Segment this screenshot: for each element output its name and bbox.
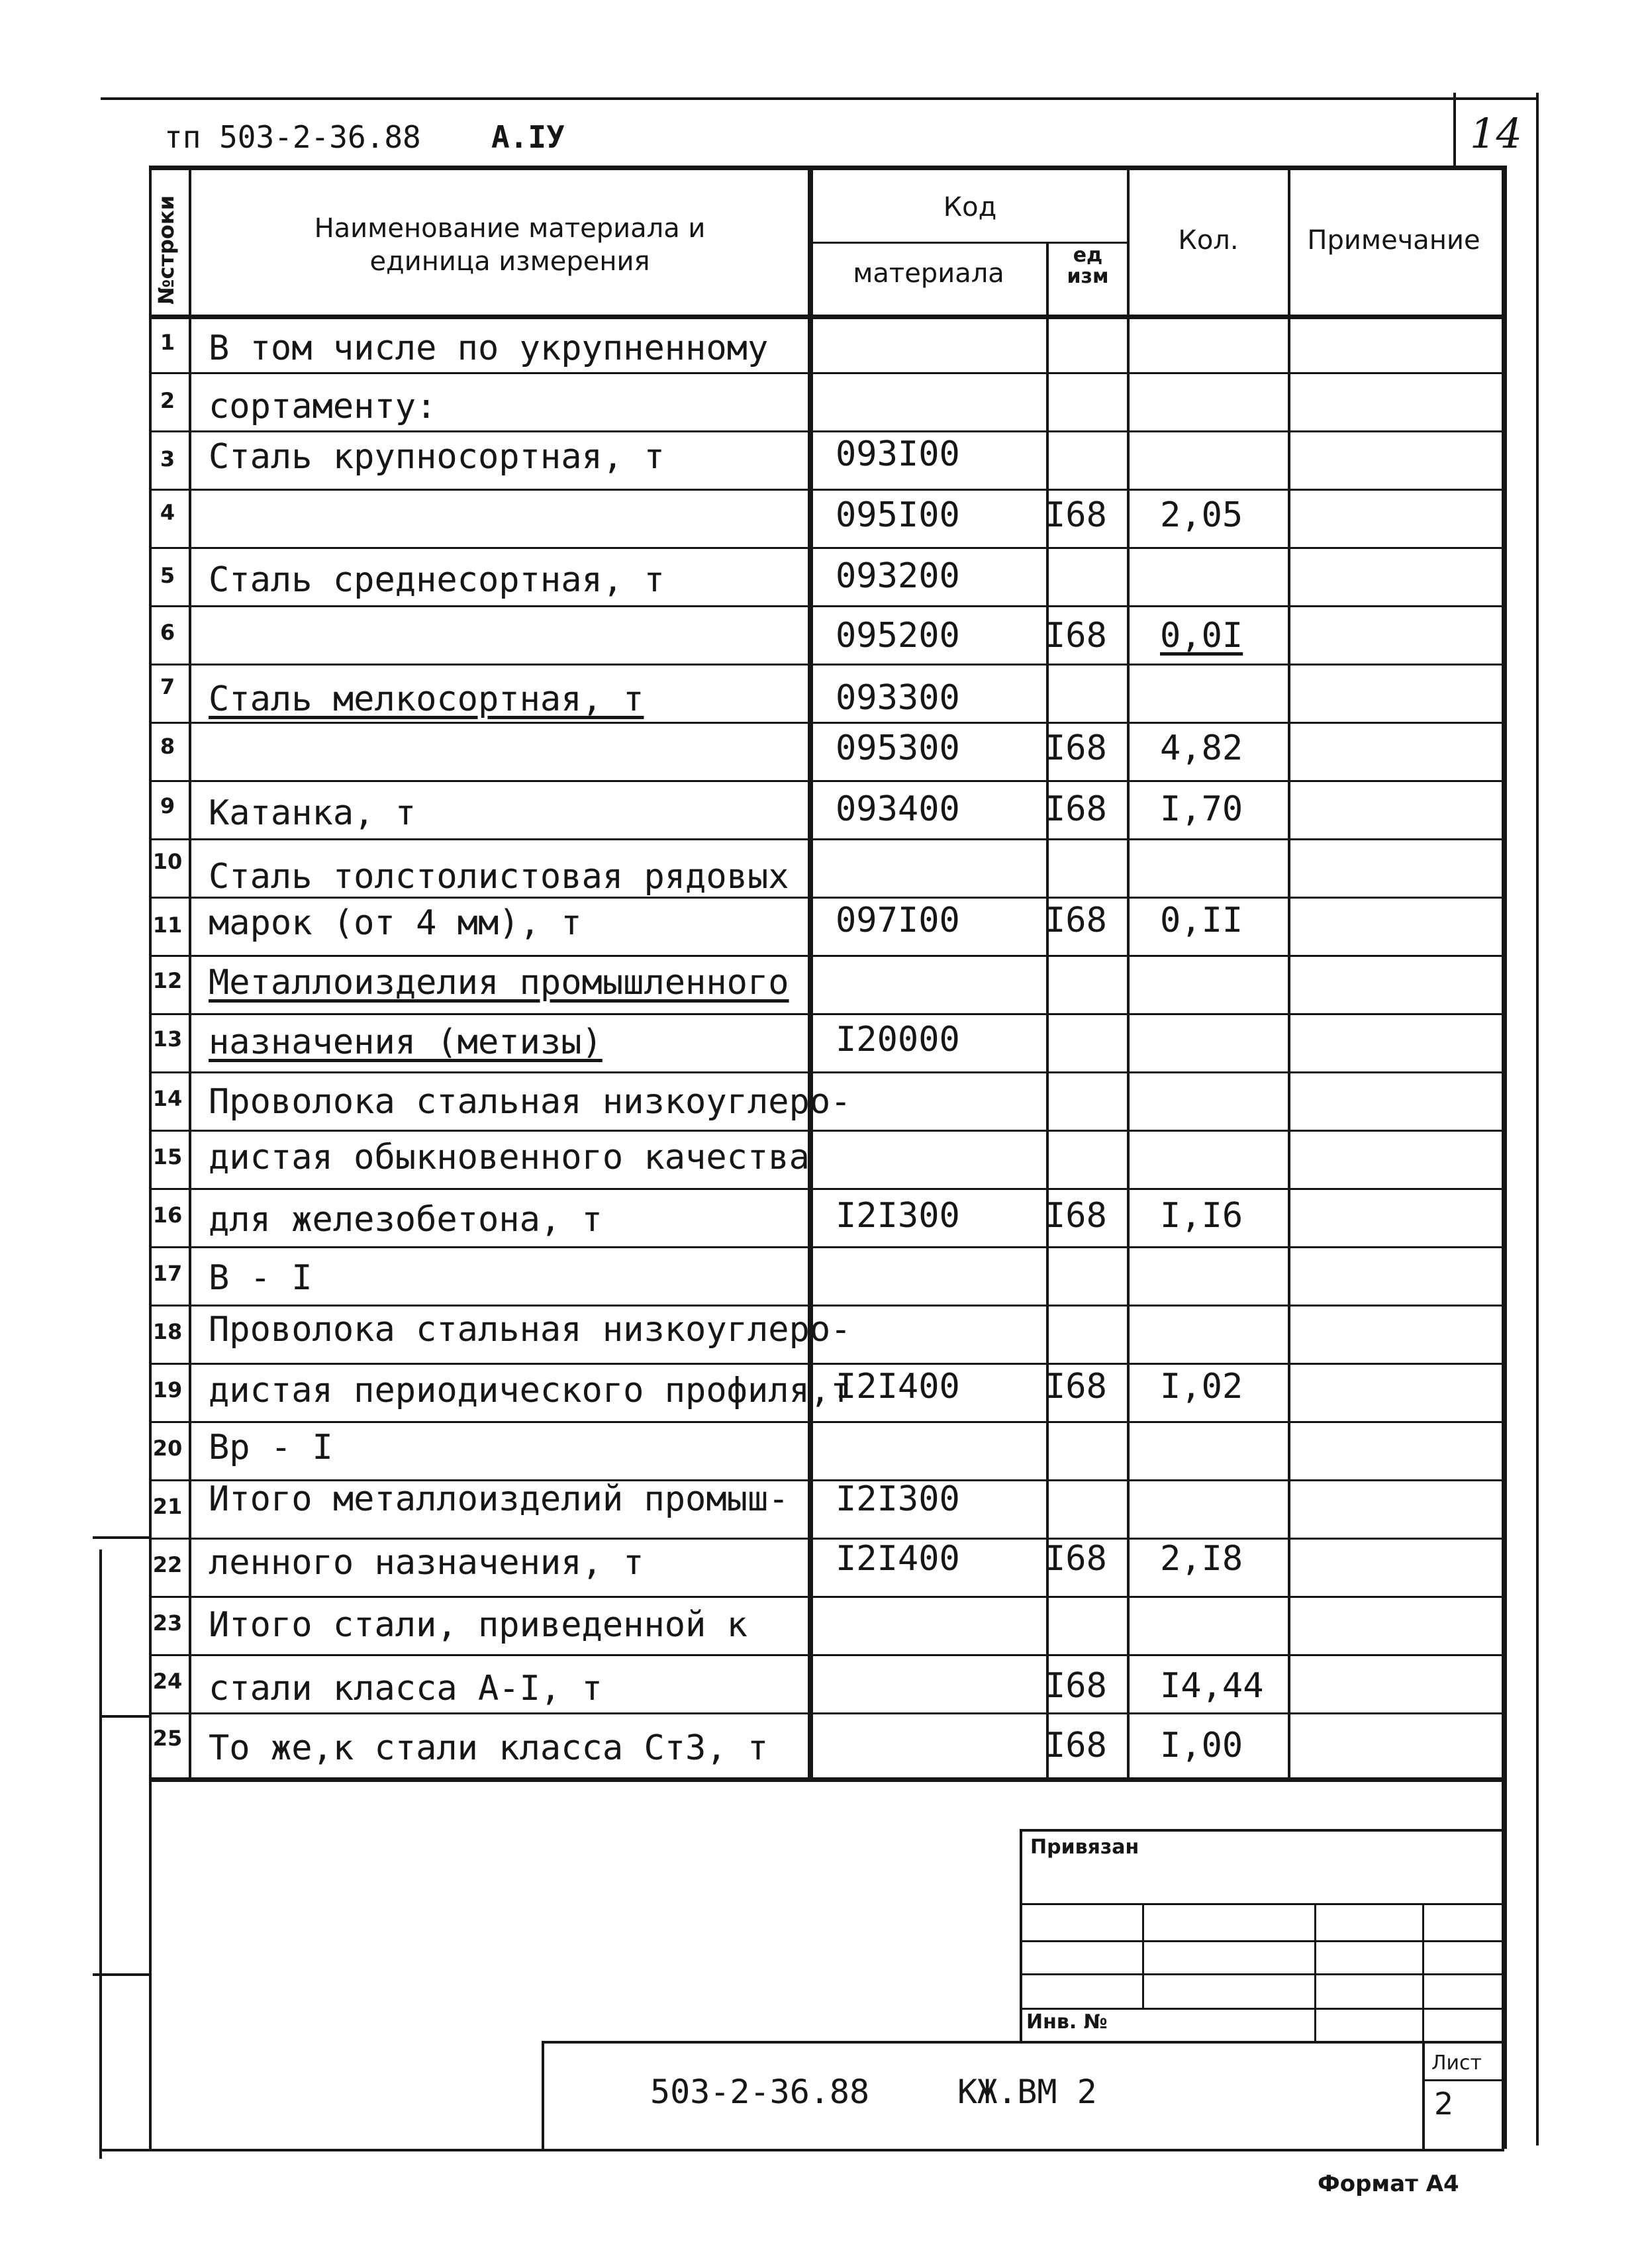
row-number: 20 [152, 1436, 183, 1461]
unit-code: I68 [1045, 616, 1107, 656]
table-top-border [149, 166, 1506, 170]
sheet-number: 2 [1434, 2086, 1454, 2122]
top-frame-line [101, 97, 1537, 100]
row-number: 5 [160, 563, 175, 588]
row-number: 11 [152, 912, 183, 938]
row-separator [149, 1071, 1503, 1073]
quantity: I4,44 [1160, 1666, 1264, 1706]
bound-label: Привязан [1030, 1836, 1139, 1859]
row-number: 8 [160, 734, 175, 759]
material-code: 093200 [836, 556, 960, 596]
row-number: 18 [152, 1319, 183, 1344]
unit-code: I68 [1045, 901, 1107, 940]
stamp-grid-line [1020, 1973, 1503, 1975]
code-header-divider [811, 242, 1129, 244]
header-bottom-border [149, 315, 1506, 319]
unit-code-header: ед изм [1067, 244, 1109, 288]
sheet-box-left [1422, 2041, 1425, 2150]
material-code: 093300 [836, 678, 960, 718]
row-number-header: №строки [154, 195, 179, 305]
page-mark-box-left [1453, 93, 1456, 169]
material-name: Вр - I [209, 1428, 333, 1467]
album-number: А.IУ [491, 119, 565, 155]
material-name: Катанка, т [209, 793, 416, 833]
page-mark: 14 [1470, 109, 1522, 158]
material-name: Сталь крупносортная, т [209, 437, 665, 477]
row-separator [149, 897, 1503, 899]
sheet-label: Лист [1431, 2051, 1482, 2075]
material-code: 095300 [836, 728, 960, 768]
material-name: дистая обыкновенного качества [209, 1138, 810, 1177]
row-separator [149, 1363, 1503, 1365]
row-separator [149, 372, 1503, 374]
quantity: 0,0I [1160, 616, 1243, 656]
row-number: 12 [152, 968, 183, 993]
material-name: Сталь мелкосортная, т [209, 679, 644, 719]
quantity: I,I6 [1160, 1196, 1243, 1236]
row-number: 6 [160, 620, 175, 645]
row-number: 1 [160, 330, 175, 355]
material-name: ленного назначения, т [209, 1543, 644, 1583]
row-separator [149, 1013, 1503, 1015]
material-code: I2I300 [836, 1196, 960, 1236]
document-mark: КЖ.ВМ 2 [957, 2073, 1097, 2111]
material-name: Проволока стальная низкоуглеро- [209, 1310, 851, 1350]
right-frame-line [1536, 93, 1539, 2145]
table-right-border [1502, 166, 1507, 2149]
stamp-grid-line [1020, 1940, 1503, 1942]
row-number: 10 [152, 849, 183, 874]
row-number: 22 [152, 1552, 183, 1577]
row-separator [149, 1596, 1503, 1598]
paper-format: Формат А4 [1318, 2171, 1459, 2197]
quantity: I,70 [1160, 789, 1243, 829]
row-separator [149, 547, 1503, 549]
row-number: 4 [160, 500, 175, 525]
row-separator [149, 1188, 1503, 1190]
row-number: 23 [152, 1610, 183, 1636]
row-separator [149, 1538, 1503, 1540]
code-column-header: Код [943, 192, 997, 222]
stamp-grid-line [1020, 1903, 1503, 1905]
row-separator [149, 605, 1503, 607]
material-code: 093I00 [836, 434, 960, 474]
material-name: Итого стали, приведенной к [209, 1605, 748, 1645]
quantity-column-header: Кол. [1178, 225, 1239, 256]
unit-code: I68 [1045, 1539, 1107, 1579]
row-number: 2 [160, 388, 175, 413]
quantity: 2,05 [1160, 495, 1243, 535]
material-code: 095I00 [836, 495, 960, 535]
doc-block-left [542, 2041, 544, 2150]
binding-tick-1 [93, 1536, 149, 1539]
row-number: 7 [160, 674, 175, 699]
stamp-bound-top [1020, 1829, 1503, 1832]
row-number: 17 [152, 1261, 183, 1286]
row-number: 15 [152, 1144, 183, 1169]
material-name: Итого металлоизделий промыш- [209, 1479, 789, 1519]
note-column-header: Примечание [1307, 225, 1480, 256]
table-bottom-border [149, 1777, 1503, 1782]
name-column-header: Наименование материала и единица измерения [314, 213, 706, 277]
material-name: назначения (метизы) [209, 1022, 603, 1062]
row-separator [149, 838, 1503, 840]
row-separator [149, 722, 1503, 724]
row-separator [149, 664, 1503, 666]
unit-code: I68 [1045, 495, 1107, 535]
material-name: стали класса А-I, т [209, 1669, 603, 1708]
material-code: I2I400 [836, 1539, 960, 1579]
material-name: То же,к стали класса Ст3, т [209, 1728, 769, 1768]
unit-code: I68 [1045, 1196, 1107, 1236]
material-name: Сталь толстолистовая рядовых [209, 857, 789, 897]
stamp-grid-column [1422, 1903, 1424, 2041]
binding-margin-line [99, 1550, 102, 2159]
row-separator [149, 1246, 1503, 1248]
row-separator [149, 1421, 1503, 1423]
row-separator [149, 1305, 1503, 1307]
sheet-box-divider [1422, 2079, 1503, 2081]
doc-block-top [542, 2041, 1503, 2044]
row-separator [149, 780, 1503, 782]
material-name: для железобетона, т [209, 1200, 603, 1240]
stamp-grid-column [1314, 1903, 1316, 2041]
document-reference: тп 503-2-36.88 [164, 119, 421, 155]
binding-tick-3 [93, 1973, 149, 1976]
row-separator [149, 489, 1503, 491]
row-separator [149, 1130, 1503, 1132]
row-number: 3 [160, 446, 175, 471]
row-number: 16 [152, 1203, 183, 1228]
row-separator [149, 1654, 1503, 1656]
row-number: 21 [152, 1494, 183, 1519]
stamp-grid-column [1142, 1903, 1144, 2008]
material-name: сортаменту: [209, 387, 437, 426]
row-number: 13 [152, 1026, 183, 1052]
unit-code: I68 [1045, 1726, 1107, 1765]
material-code-header: материала [853, 258, 1004, 289]
binding-tick-2 [99, 1715, 149, 1718]
row-separator [149, 955, 1503, 957]
material-code: I2I400 [836, 1367, 960, 1406]
stamp-grid-line [1020, 2008, 1503, 2010]
row-number: 14 [152, 1086, 183, 1111]
row-separator [149, 1712, 1503, 1714]
document-code: 503-2-36.88 [650, 2073, 870, 2111]
quantity: 4,82 [1160, 728, 1243, 768]
quantity: 0,II [1160, 901, 1243, 940]
row-number: 25 [152, 1726, 183, 1751]
material-name: Сталь среднесортная, т [209, 560, 665, 600]
bottom-frame-line [101, 2149, 1504, 2151]
material-code: I20000 [836, 1020, 960, 1060]
unit-code: I68 [1045, 789, 1107, 829]
material-code: I2I300 [836, 1479, 960, 1519]
quantity: I,02 [1160, 1367, 1243, 1406]
material-code: 097I00 [836, 901, 960, 940]
material-name: Металлоизделия промышленного [209, 963, 789, 1003]
material-name: дистая периодического профиля,т [209, 1371, 851, 1410]
quantity: 2,I8 [1160, 1539, 1243, 1579]
inventory-number-label: Инв. № [1026, 2010, 1108, 2034]
material-code: 093400 [836, 789, 960, 829]
unit-code: I68 [1045, 728, 1107, 768]
unit-code: I68 [1045, 1367, 1107, 1406]
material-name: Проволока стальная низкоуглеро- [209, 1082, 851, 1122]
quantity: I,00 [1160, 1726, 1243, 1765]
row-number: 19 [152, 1377, 183, 1403]
material-name: марок (от 4 мм), т [209, 903, 582, 943]
unit-code: I68 [1045, 1666, 1107, 1706]
row-number: 9 [160, 793, 175, 818]
material-name: В - I [209, 1258, 313, 1298]
material-code: 095200 [836, 616, 960, 656]
material-name: В том числе по укрупненному [209, 328, 769, 368]
row-separator [149, 430, 1503, 432]
row-number: 24 [152, 1669, 183, 1694]
